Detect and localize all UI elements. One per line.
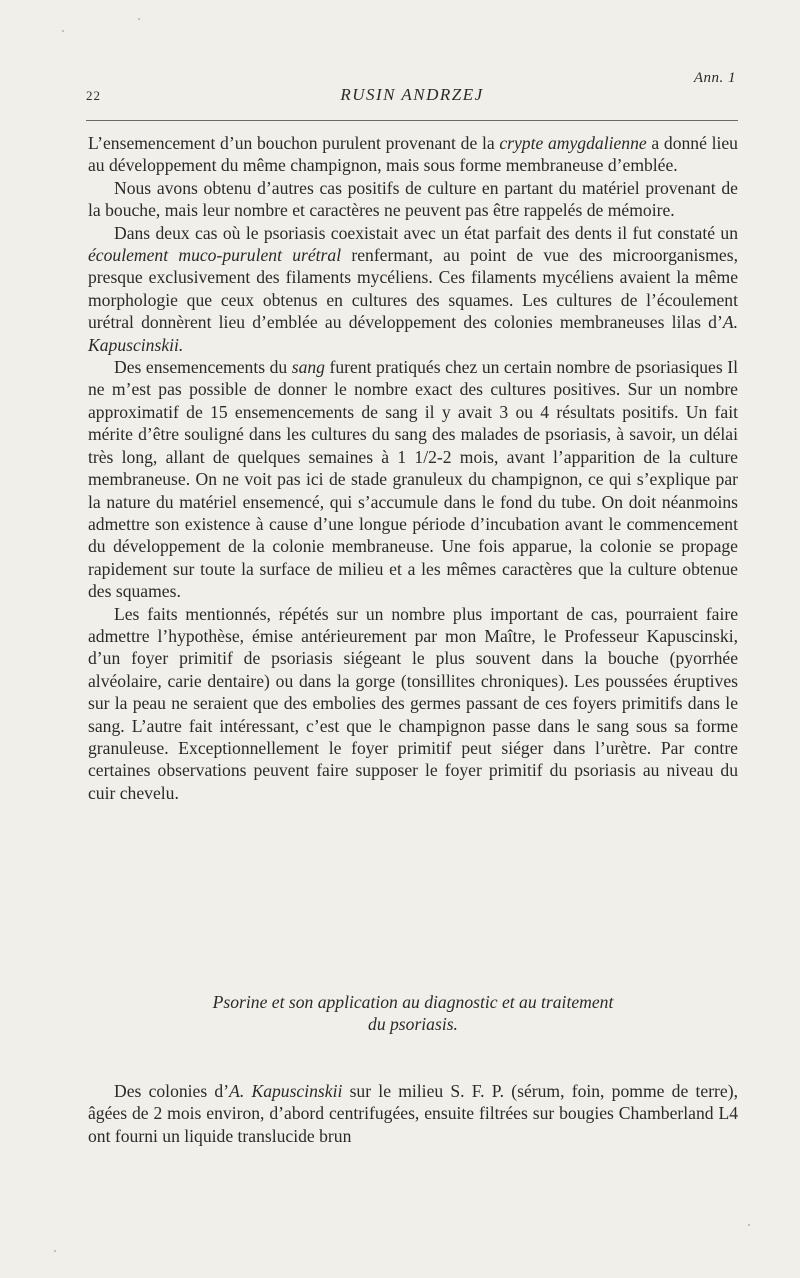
paragraph bbox=[88, 177, 738, 222]
handwritten-annotation: Ann. 1 bbox=[693, 70, 736, 86]
italic-text-run: A. Kapuscinskii bbox=[229, 1081, 343, 1101]
text-run: Dans deux cas où le psoriasis coexistait avec un état parfait des dents il fut constaté un bbox=[114, 222, 738, 243]
text-run: Des colonies d’ bbox=[114, 1081, 230, 1101]
paper-speck bbox=[138, 18, 140, 20]
italic-text-run: écoulement muco-purulent urétral bbox=[88, 245, 342, 266]
paper-speck bbox=[748, 1224, 750, 1226]
paper-speck bbox=[54, 1250, 56, 1252]
text-run: Les faits mentionnés, répétés sur un nombre plus important de cas, pourraient faire admettre l’hypothèse, émise antérieurement par mon Maître, le Professeur Kapuscinski, d’un foyer primitif de psoriasis siégeant le plus souvent dans la bouche (pyorrhée alvéolaire, carie dentaire) ou dans la gorge (tonsillites chroniques). Les poussées éruptives sur la peau ne seraient que des embolies des germes passant de ces foyers primitifs dans le sang. L’autre fait intéressant, c’est que le champignon passe dans le sang sous sa forme granuleuse. Exceptionnellement le foyer primitif peut siéger dans l’urètre. Par contre certaines observations peuvent faire supposer le foyer primitif du psoriasis au niveau du cuir chevelu. bbox=[88, 603, 738, 803]
paragraph bbox=[88, 222, 738, 356]
italic-text-run: crypte amygdalienne bbox=[499, 133, 647, 153]
text-run: a donné lieu au développement du même champignon, mais sous forme membraneuse d’emblée. bbox=[88, 133, 738, 176]
italic-text-run: A. Kapuscinskii. bbox=[88, 312, 738, 355]
section-title-line: Psorine et son application au diagnostic et au traitement bbox=[212, 992, 614, 1012]
paragraph bbox=[88, 356, 738, 602]
running-title: RUSIN ANDRZEJ bbox=[340, 85, 484, 104]
page-number: 22 bbox=[86, 88, 101, 103]
section-title bbox=[88, 991, 738, 1036]
text-run: furent pratiqués chez un certain nombre de psoriasiques Il ne m’est pas possible de donner le nombre exact des cultures positives. Sur un nombre approximatif de 15 ensemencements de sang il y avait 3 ou 4 résultats positifs. Un fait mérite d’être souligné dans les cultures du sang des malades de psoriasis, à savoir, un délai très long, allant de quelques semaines à 1 1/2-2 mois, avant l’apparition de la culture membraneuse. On ne voit pas ici de stade granuleux du champignon, ce qui s’explique par la nature du matériel ensemencé, qui s’accumule dans le fond du tube. On doit néanmoins admettre son existence à cause d’une longue période d’incubation avant le commencement du développement de la colonie membraneuse. Une fois apparue, la colonie se propage rapidement sur toute la surface de milieu et a les mêmes caractères que la culture obtenue des squames. bbox=[88, 357, 738, 602]
text-run: Des ensemencements du bbox=[114, 357, 292, 378]
paragraph bbox=[88, 1080, 738, 1147]
page-header bbox=[86, 70, 738, 121]
text-run: L’ensemencement d’un bouchon purulent provenant de la bbox=[88, 133, 500, 153]
paper-speck bbox=[62, 30, 64, 32]
section-title-line: du psoriasis. bbox=[368, 1014, 458, 1035]
italic-text-run: sang bbox=[291, 357, 325, 378]
text-run: sur le milieu S. F. P. (sérum, foin, pomme de terre), âgées de 2 mois environ, d’abord centrifugées, ensuite filtrées sur bougies Chamberland L4 ont fourni un liquide translucide brun bbox=[88, 1081, 738, 1146]
text-run: renfermant, au point de vue des microorganismes, presque exclusivement des filaments mycéliens. Ces filaments mycéliens avaient la même morphologie que ceux obtenus en cultures des squames. Les cultures de l’écoulement urétral donnèrent lieu d’emblée au développement des colonies membraneuses lilas d’ bbox=[88, 245, 738, 333]
paragraph bbox=[88, 603, 738, 805]
paragraph bbox=[88, 132, 738, 177]
section-body bbox=[88, 1080, 738, 1147]
body-text bbox=[88, 132, 738, 804]
text-run: Nous avons obtenu d’autres cas positifs de culture en partant du matériel provenant de la bouche, mais leur nombre et caractères ne peuvent pas être rappelés de mémoire. bbox=[88, 177, 738, 221]
